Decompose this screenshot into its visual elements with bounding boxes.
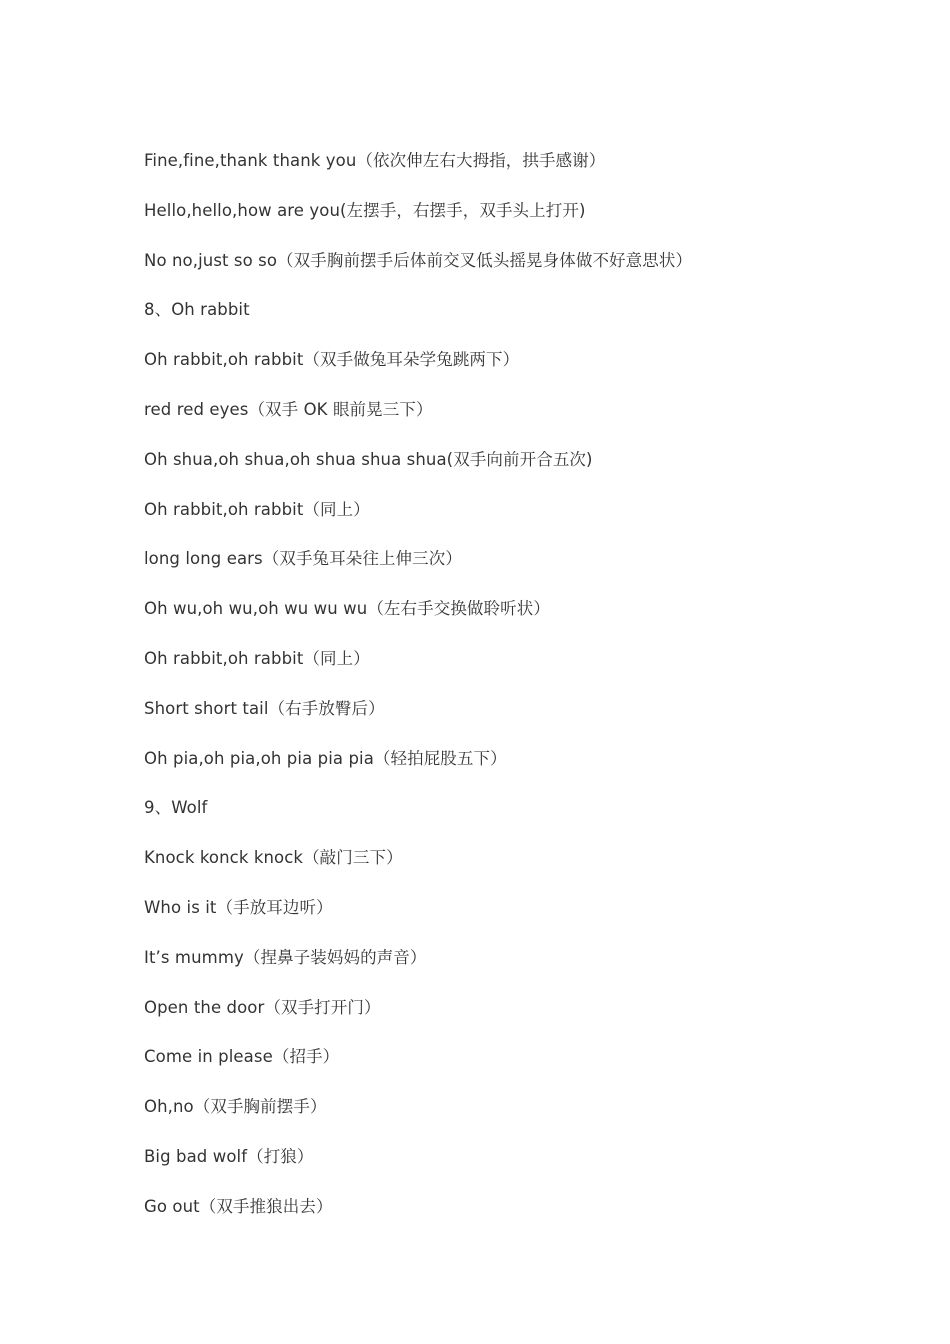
text-line: Knock konck knock（敲门三下） <box>144 848 403 868</box>
text-line: long long ears（双手兔耳朵往上伸三次） <box>144 549 462 569</box>
text-line: Who is it（手放耳边听） <box>144 897 333 917</box>
text-line: Oh rabbit,oh rabbit（同上） <box>144 648 370 668</box>
text-line: Fine,fine,thank thank you（依次伸左右大拇指，拱手感谢） <box>144 151 606 170</box>
text-line: It’s mummy（捏鼻子装妈妈的声音） <box>144 947 427 967</box>
text-lines <box>144 149 904 1245</box>
text-line: Oh,no（双手胸前摆手） <box>144 1097 327 1117</box>
text-line: Short short tail（右手放臀后） <box>144 698 385 718</box>
text-line: red red eyes（双手 OK 眼前晃三下） <box>144 399 433 419</box>
section-heading-wolf: 9、Wolf <box>144 798 208 818</box>
text-line: Come in please（招手） <box>144 1047 340 1067</box>
text-line: Oh rabbit,oh rabbit（双手做兔耳朵学兔跳两下） <box>144 350 520 370</box>
text-line: Go out（双手推狼出去） <box>144 1196 333 1216</box>
text-line: Oh wu,oh wu,oh wu wu wu（左右手交换做聆听状） <box>144 599 550 619</box>
text-line: No no,just so so（双手胸前摆手后体前交叉低头摇晃身体做不好意思状） <box>144 250 693 270</box>
text-line: Oh pia,oh pia,oh pia pia pia（轻拍屁股五下） <box>144 748 507 768</box>
text-line: Oh rabbit,oh rabbit（同上） <box>144 499 370 519</box>
text-line: Oh shua,oh shua,oh shua shua shua(双手向前开合五次) <box>144 449 593 469</box>
text-line: Big bad wolf（打狼） <box>144 1146 314 1166</box>
section-heading-rabbit: 8、Oh rabbit <box>144 300 250 320</box>
text-line: Hello,hello,how are you(左摆手，右摆手，双手头上打开) <box>144 200 586 220</box>
text-line: Open the door（双手打开门） <box>144 997 381 1017</box>
